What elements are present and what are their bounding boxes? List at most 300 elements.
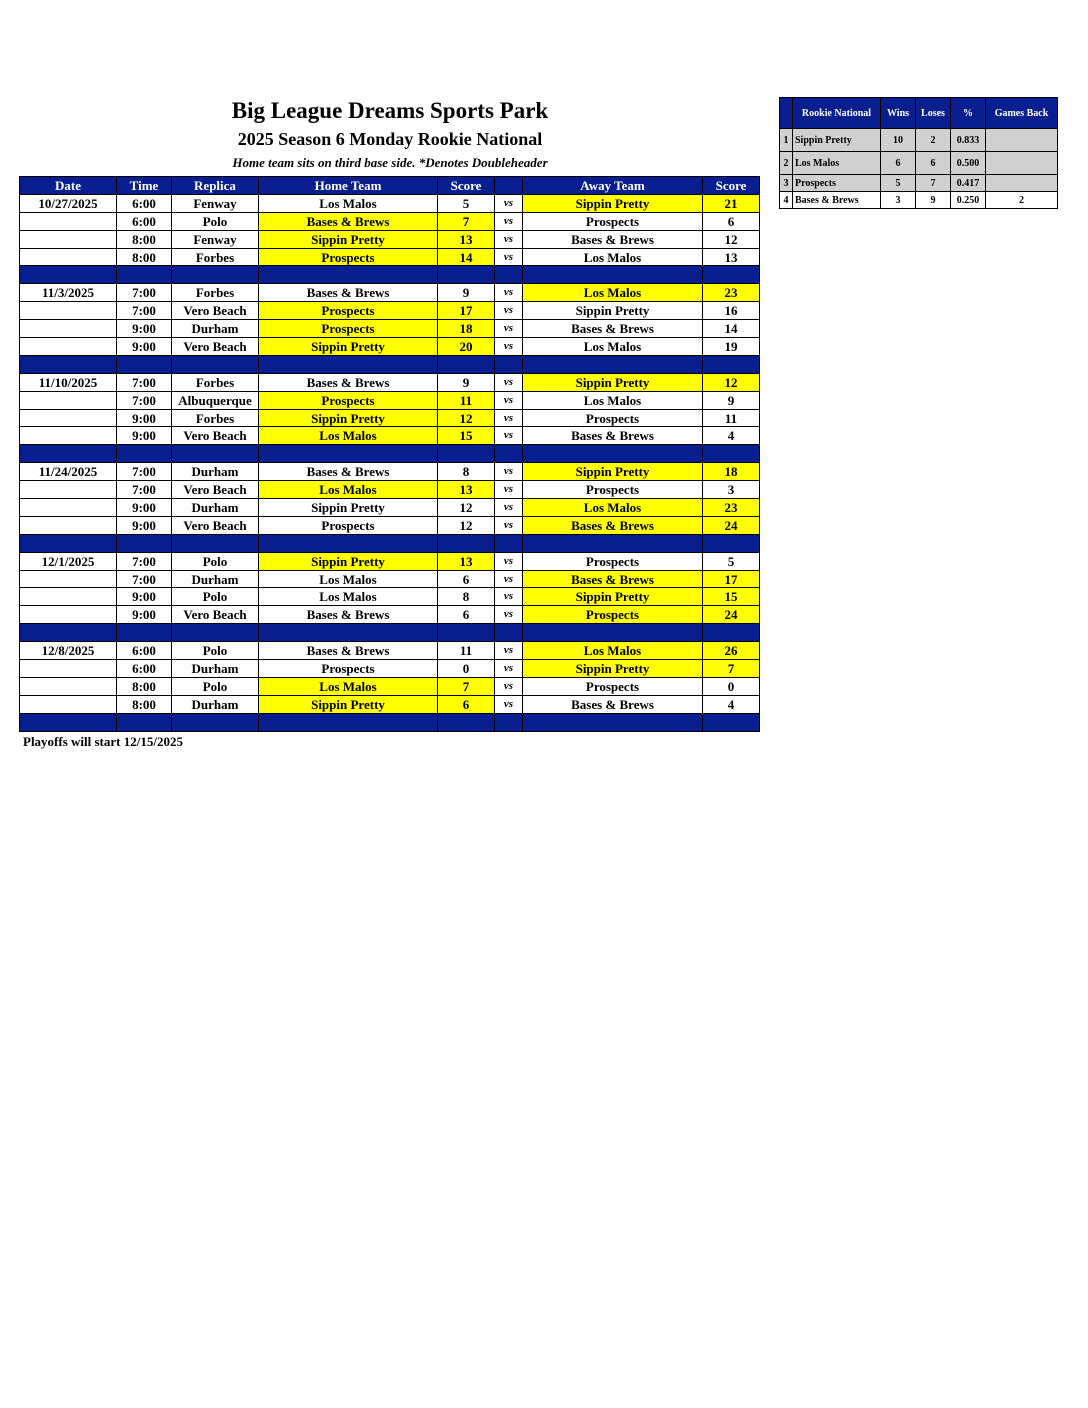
away-score: 17: [703, 570, 760, 588]
home-team: Bases & Brews: [259, 373, 438, 391]
game-row: [20, 194, 760, 212]
standings-row: [780, 192, 1058, 209]
home-score: 13: [438, 481, 495, 499]
away-team: Prospects: [523, 606, 703, 624]
vs-label: vs: [495, 606, 523, 624]
away-score: 18: [703, 463, 760, 481]
game-time: 7:00: [117, 570, 172, 588]
game-replica: Durham: [172, 320, 259, 338]
away-score: 12: [703, 373, 760, 391]
game-row: [20, 606, 760, 624]
vs-label: vs: [495, 284, 523, 302]
separator-cell: [495, 713, 523, 731]
standing-loses: 2: [916, 129, 951, 152]
game-time: 9:00: [117, 427, 172, 445]
standing-rank: 1: [780, 129, 793, 152]
standing-loses: 7: [916, 175, 951, 192]
game-date: [20, 695, 117, 713]
vs-label: vs: [495, 391, 523, 409]
page-subtitle: 2025 Season 6 Monday Rookie National: [237, 129, 543, 149]
game-date: 11/10/2025: [20, 373, 117, 391]
game-time: 9:00: [117, 320, 172, 338]
schedule-table: [19, 176, 760, 732]
separator-cell: [438, 713, 495, 731]
home-team: Los Malos: [259, 677, 438, 695]
game-time: 7:00: [117, 552, 172, 570]
game-time: 7:00: [117, 373, 172, 391]
away-team: Los Malos: [523, 338, 703, 356]
standing-wins: 5: [881, 175, 916, 192]
standing-rank: 2: [780, 152, 793, 175]
game-row: [20, 373, 760, 391]
game-time: 8:00: [117, 695, 172, 713]
separator-cell: [703, 534, 760, 552]
separator-cell: [20, 534, 117, 552]
home-score: 15: [438, 427, 495, 445]
vs-label: vs: [495, 516, 523, 534]
week-separator-row: [20, 624, 760, 642]
away-score: 6: [703, 212, 760, 230]
away-team: Sippin Pretty: [523, 588, 703, 606]
separator-cell: [495, 355, 523, 373]
game-row: [20, 552, 760, 570]
away-team: Sippin Pretty: [523, 373, 703, 391]
standings-col-games-back: Games Back: [986, 98, 1058, 129]
home-score: 11: [438, 391, 495, 409]
away-score: 11: [703, 409, 760, 427]
game-time: 9:00: [117, 409, 172, 427]
separator-cell: [172, 266, 259, 284]
separator-cell: [117, 445, 172, 463]
game-row: [20, 248, 760, 266]
separator-cell: [117, 713, 172, 731]
home-score: 7: [438, 212, 495, 230]
game-time: 7:00: [117, 284, 172, 302]
game-replica: Durham: [172, 660, 259, 678]
game-replica: Vero Beach: [172, 338, 259, 356]
home-score: 6: [438, 570, 495, 588]
home-team: Sippin Pretty: [259, 695, 438, 713]
game-replica: Polo: [172, 552, 259, 570]
game-date: [20, 338, 117, 356]
game-row: [20, 660, 760, 678]
separator-cell: [259, 624, 438, 642]
home-team: Los Malos: [259, 588, 438, 606]
home-team: Prospects: [259, 320, 438, 338]
game-row: [20, 391, 760, 409]
home-team: Bases & Brews: [259, 284, 438, 302]
game-replica: Vero Beach: [172, 481, 259, 499]
separator-cell: [703, 713, 760, 731]
game-date: [20, 481, 117, 499]
standings-header-row: [780, 98, 1058, 129]
home-score: 0: [438, 660, 495, 678]
separator-cell: [172, 624, 259, 642]
game-date: 11/3/2025: [20, 284, 117, 302]
game-time: 8:00: [117, 677, 172, 695]
game-row: [20, 570, 760, 588]
away-team: Los Malos: [523, 284, 703, 302]
week-separator-row: [20, 266, 760, 284]
home-team: Sippin Pretty: [259, 230, 438, 248]
game-date: [20, 391, 117, 409]
home-team: Prospects: [259, 391, 438, 409]
game-replica: Vero Beach: [172, 302, 259, 320]
separator-cell: [259, 355, 438, 373]
game-time: 9:00: [117, 499, 172, 517]
standing-team: Los Malos: [793, 152, 881, 175]
col-header-away-score: Score: [703, 177, 760, 195]
separator-cell: [523, 266, 703, 284]
game-date: [20, 230, 117, 248]
col-header-replica: Replica: [172, 177, 259, 195]
home-team: Los Malos: [259, 427, 438, 445]
game-date: 12/8/2025: [20, 642, 117, 660]
standing-pct: 0.500: [951, 152, 986, 175]
separator-cell: [495, 445, 523, 463]
schedule-header-row: [20, 177, 760, 195]
col-header-home-score: Score: [438, 177, 495, 195]
separator-cell: [259, 445, 438, 463]
away-team: Prospects: [523, 409, 703, 427]
separator-cell: [20, 713, 117, 731]
game-time: 7:00: [117, 302, 172, 320]
away-team: Los Malos: [523, 391, 703, 409]
separator-cell: [438, 534, 495, 552]
separator-cell: [703, 624, 760, 642]
home-score: 13: [438, 552, 495, 570]
away-team: Bases & Brews: [523, 516, 703, 534]
vs-label: vs: [495, 320, 523, 338]
away-score: 16: [703, 302, 760, 320]
col-header-away-team: Away Team: [523, 177, 703, 195]
vs-label: vs: [495, 409, 523, 427]
week-separator-row: [20, 713, 760, 731]
away-score: 23: [703, 284, 760, 302]
game-date: [20, 499, 117, 517]
away-score: 26: [703, 642, 760, 660]
game-time: 7:00: [117, 391, 172, 409]
game-row: [20, 320, 760, 338]
separator-cell: [117, 266, 172, 284]
game-replica: Forbes: [172, 373, 259, 391]
separator-cell: [523, 624, 703, 642]
vs-label: vs: [495, 338, 523, 356]
standing-games-back: [986, 175, 1058, 192]
game-date: [20, 409, 117, 427]
game-replica: Vero Beach: [172, 516, 259, 534]
away-team: Los Malos: [523, 248, 703, 266]
home-team: Sippin Pretty: [259, 552, 438, 570]
game-row: [20, 409, 760, 427]
game-row: [20, 302, 760, 320]
game-time: 6:00: [117, 660, 172, 678]
separator-cell: [172, 713, 259, 731]
away-score: 24: [703, 606, 760, 624]
separator-cell: [117, 355, 172, 373]
separator-cell: [438, 266, 495, 284]
game-row: [20, 230, 760, 248]
game-date: [20, 248, 117, 266]
vs-label: vs: [495, 499, 523, 517]
away-team: Bases & Brews: [523, 427, 703, 445]
away-score: 13: [703, 248, 760, 266]
game-time: 6:00: [117, 212, 172, 230]
standing-team: Sippin Pretty: [793, 129, 881, 152]
vs-label: vs: [495, 230, 523, 248]
standing-pct: 0.250: [951, 192, 986, 209]
away-score: 0: [703, 677, 760, 695]
away-team: Los Malos: [523, 642, 703, 660]
separator-cell: [438, 355, 495, 373]
separator-cell: [703, 445, 760, 463]
game-date: [20, 677, 117, 695]
vs-label: vs: [495, 212, 523, 230]
separator-cell: [172, 534, 259, 552]
home-team: Bases & Brews: [259, 212, 438, 230]
standings-table: [779, 97, 1058, 209]
away-score: 3: [703, 481, 760, 499]
home-team: Sippin Pretty: [259, 338, 438, 356]
game-row: [20, 338, 760, 356]
separator-cell: [259, 534, 438, 552]
separator-cell: [523, 713, 703, 731]
separator-cell: [172, 355, 259, 373]
separator-cell: [438, 445, 495, 463]
home-score: 20: [438, 338, 495, 356]
game-row: [20, 499, 760, 517]
game-date: [20, 660, 117, 678]
vs-label: vs: [495, 677, 523, 695]
home-score: 17: [438, 302, 495, 320]
standing-rank: 3: [780, 175, 793, 192]
away-team: Sippin Pretty: [523, 463, 703, 481]
game-replica: Polo: [172, 642, 259, 660]
separator-cell: [20, 355, 117, 373]
game-date: [20, 212, 117, 230]
game-replica: Durham: [172, 499, 259, 517]
game-replica: Forbes: [172, 248, 259, 266]
away-score: 4: [703, 695, 760, 713]
game-row: [20, 284, 760, 302]
standings-col-loses: Loses: [916, 98, 951, 129]
game-replica: Albuquerque: [172, 391, 259, 409]
home-team: Prospects: [259, 660, 438, 678]
game-time: 7:00: [117, 463, 172, 481]
game-time: 6:00: [117, 194, 172, 212]
game-row: [20, 695, 760, 713]
separator-cell: [438, 624, 495, 642]
home-score: 18: [438, 320, 495, 338]
standing-games-back: 2: [986, 192, 1058, 209]
vs-label: vs: [495, 481, 523, 499]
home-score: 14: [438, 248, 495, 266]
home-team: Bases & Brews: [259, 642, 438, 660]
vs-label: vs: [495, 427, 523, 445]
separator-cell: [495, 266, 523, 284]
away-team: Prospects: [523, 212, 703, 230]
standing-wins: 3: [881, 192, 916, 209]
standing-games-back: [986, 152, 1058, 175]
game-date: [20, 516, 117, 534]
home-team: Los Malos: [259, 570, 438, 588]
schedule-body: [20, 194, 760, 731]
col-header-vs: [495, 177, 523, 195]
home-score: 6: [438, 695, 495, 713]
away-score: 5: [703, 552, 760, 570]
game-replica: Fenway: [172, 230, 259, 248]
separator-cell: [117, 624, 172, 642]
home-team: Prospects: [259, 516, 438, 534]
separator-cell: [20, 624, 117, 642]
standing-games-back: [986, 129, 1058, 152]
standing-team: Bases & Brews: [793, 192, 881, 209]
game-time: 9:00: [117, 606, 172, 624]
game-replica: Forbes: [172, 409, 259, 427]
separator-cell: [20, 445, 117, 463]
week-separator-row: [20, 445, 760, 463]
col-header-date: Date: [20, 177, 117, 195]
game-replica: Polo: [172, 677, 259, 695]
vs-label: vs: [495, 248, 523, 266]
separator-cell: [20, 266, 117, 284]
home-score: 8: [438, 463, 495, 481]
vs-label: vs: [495, 552, 523, 570]
away-team: Prospects: [523, 481, 703, 499]
away-team: Bases & Brews: [523, 320, 703, 338]
home-score: 9: [438, 373, 495, 391]
away-score: 21: [703, 194, 760, 212]
week-separator-row: [20, 355, 760, 373]
home-team: Sippin Pretty: [259, 409, 438, 427]
away-team: Bases & Brews: [523, 230, 703, 248]
col-header-home-team: Home Team: [259, 177, 438, 195]
standing-rank: 4: [780, 192, 793, 209]
game-row: [20, 481, 760, 499]
vs-label: vs: [495, 194, 523, 212]
page-title: Big League Dreams Sports Park: [231, 98, 549, 123]
away-team: Bases & Brews: [523, 570, 703, 588]
standings-row: [780, 152, 1058, 175]
separator-cell: [172, 445, 259, 463]
vs-label: vs: [495, 570, 523, 588]
game-date: [20, 302, 117, 320]
home-score: 12: [438, 516, 495, 534]
standings-col-team: Rookie National: [793, 98, 881, 129]
away-score: 4: [703, 427, 760, 445]
vs-label: vs: [495, 642, 523, 660]
standing-loses: 6: [916, 152, 951, 175]
game-date: [20, 588, 117, 606]
vs-label: vs: [495, 588, 523, 606]
game-row: [20, 516, 760, 534]
game-replica: Polo: [172, 588, 259, 606]
separator-cell: [523, 534, 703, 552]
game-replica: Polo: [172, 212, 259, 230]
standing-loses: 9: [916, 192, 951, 209]
home-team: Prospects: [259, 248, 438, 266]
vs-label: vs: [495, 463, 523, 481]
away-team: Sippin Pretty: [523, 302, 703, 320]
away-score: 12: [703, 230, 760, 248]
game-replica: Durham: [172, 570, 259, 588]
game-row: [20, 212, 760, 230]
separator-cell: [703, 266, 760, 284]
vs-label: vs: [495, 373, 523, 391]
home-score: 11: [438, 642, 495, 660]
game-date: [20, 320, 117, 338]
game-time: 9:00: [117, 338, 172, 356]
game-replica: Forbes: [172, 284, 259, 302]
game-time: 8:00: [117, 248, 172, 266]
away-score: 15: [703, 588, 760, 606]
standing-pct: 0.833: [951, 129, 986, 152]
game-replica: Vero Beach: [172, 606, 259, 624]
game-row: [20, 642, 760, 660]
home-score: 6: [438, 606, 495, 624]
game-replica: Fenway: [172, 194, 259, 212]
separator-cell: [523, 445, 703, 463]
away-score: 9: [703, 391, 760, 409]
standings-row: [780, 129, 1058, 152]
game-date: 10/27/2025: [20, 194, 117, 212]
separator-cell: [117, 534, 172, 552]
home-team: Los Malos: [259, 481, 438, 499]
standings-body: [780, 129, 1058, 209]
home-score: 7: [438, 677, 495, 695]
separator-cell: [703, 355, 760, 373]
separator-cell: [259, 266, 438, 284]
game-time: 7:00: [117, 481, 172, 499]
away-team: Bases & Brews: [523, 695, 703, 713]
game-date: 11/24/2025: [20, 463, 117, 481]
game-date: 12/1/2025: [20, 552, 117, 570]
away-team: Sippin Pretty: [523, 194, 703, 212]
home-score: 13: [438, 230, 495, 248]
away-score: 19: [703, 338, 760, 356]
home-score: 9: [438, 284, 495, 302]
home-team: Los Malos: [259, 194, 438, 212]
game-time: 9:00: [117, 516, 172, 534]
home-score: 8: [438, 588, 495, 606]
away-score: 23: [703, 499, 760, 517]
away-team: Los Malos: [523, 499, 703, 517]
standings-col-wins: Wins: [881, 98, 916, 129]
away-team: Prospects: [523, 677, 703, 695]
separator-cell: [259, 713, 438, 731]
game-row: [20, 588, 760, 606]
game-date: [20, 570, 117, 588]
game-time: 9:00: [117, 588, 172, 606]
standing-wins: 10: [881, 129, 916, 152]
game-date: [20, 427, 117, 445]
game-row: [20, 463, 760, 481]
standings-col-rank: [780, 98, 793, 129]
separator-cell: [523, 355, 703, 373]
schedule-note: Home team sits on third base side. *Denotes Doubleheader: [232, 155, 548, 170]
home-team: Prospects: [259, 302, 438, 320]
standing-pct: 0.417: [951, 175, 986, 192]
standings-row: [780, 175, 1058, 192]
vs-label: vs: [495, 302, 523, 320]
home-team: Bases & Brews: [259, 463, 438, 481]
separator-cell: [495, 534, 523, 552]
away-score: 7: [703, 660, 760, 678]
game-time: 8:00: [117, 230, 172, 248]
home-score: 12: [438, 409, 495, 427]
game-row: [20, 677, 760, 695]
home-score: 12: [438, 499, 495, 517]
